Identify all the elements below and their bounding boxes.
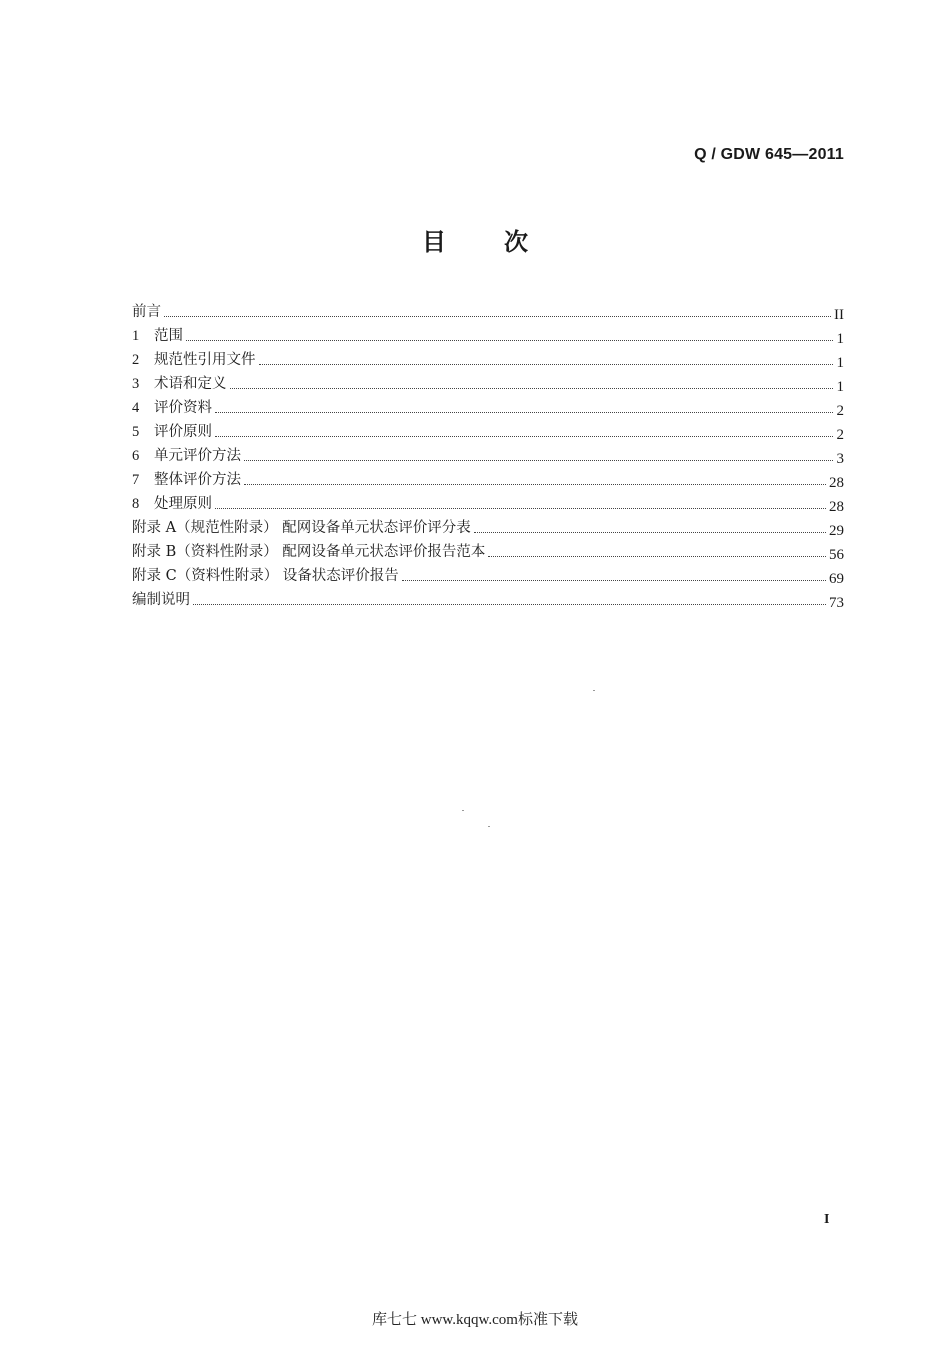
toc-entry-label: 单元评价方法 xyxy=(154,448,241,464)
toc-entry-number: 3 xyxy=(132,376,140,392)
toc-leader xyxy=(215,411,833,413)
standard-code: Q / GDW 645—2011 xyxy=(694,146,844,163)
scan-speck xyxy=(488,826,490,827)
toc-entry-label: 处理原则 xyxy=(154,496,212,512)
toc-entry-5[interactable] xyxy=(132,420,844,444)
toc-entry-appendix-a[interactable] xyxy=(132,516,844,540)
toc-entry-label: 附录 B（资料性附录） 配网设备单元状态评价报告范本 xyxy=(132,544,486,560)
toc-entry-appendix-b[interactable] xyxy=(132,540,844,564)
toc-entry-page: 29 xyxy=(829,523,844,539)
toc-leader xyxy=(215,507,826,509)
toc-entry-page: 56 xyxy=(829,547,844,563)
toc-entry-page: 73 xyxy=(829,595,844,611)
toc-entry-page: 28 xyxy=(829,499,844,515)
toc-entry-label: 范围 xyxy=(154,328,183,344)
toc-entry-page: 69 xyxy=(829,571,844,587)
toc-entry-number: 1 xyxy=(132,328,140,344)
toc-entry-page: II xyxy=(834,307,844,323)
toc-entry-page: 28 xyxy=(829,475,844,491)
toc-entry-page: 1 xyxy=(836,355,844,371)
table-of-contents xyxy=(132,300,844,612)
toc-entry-number: 4 xyxy=(132,400,140,416)
toc-leader xyxy=(164,315,831,317)
toc-entry-3[interactable] xyxy=(132,372,844,396)
toc-leader xyxy=(230,387,834,389)
toc-entry-label: 附录 C（资料性附录） 设备状态评价报告 xyxy=(132,568,399,584)
toc-entry-number: 8 xyxy=(132,496,140,512)
toc-entry-6[interactable] xyxy=(132,444,844,468)
toc-entry-page: 2 xyxy=(836,427,844,443)
toc-entry-page: 1 xyxy=(836,331,844,347)
toc-entry-number: 6 xyxy=(132,448,140,464)
toc-entry-page: 1 xyxy=(836,379,844,395)
toc-leader xyxy=(259,363,834,365)
toc-entry-label: 规范性引用文件 xyxy=(154,352,256,368)
toc-entry-label: 编制说明 xyxy=(132,592,190,608)
toc-entry-page: 3 xyxy=(836,451,844,467)
toc-entry-2[interactable] xyxy=(132,348,844,372)
toc-entry-compilation-notes[interactable] xyxy=(132,588,844,612)
toc-entry-number: 5 xyxy=(132,424,140,440)
toc-entry-number: 2 xyxy=(132,352,140,368)
toc-entry-page: 2 xyxy=(836,403,844,419)
toc-entry-preface[interactable] xyxy=(132,300,844,324)
toc-leader xyxy=(215,435,833,437)
toc-entry-label: 评价原则 xyxy=(154,424,212,440)
toc-entry-label: 术语和定义 xyxy=(154,376,227,392)
toc-entry-label: 整体评价方法 xyxy=(154,472,241,488)
toc-leader xyxy=(244,483,826,485)
toc-entry-label: 附录 A（规范性附录） 配网设备单元状态评价评分表 xyxy=(132,520,471,536)
page-title: 目次 xyxy=(422,228,586,256)
toc-leader xyxy=(488,555,826,557)
toc-leader xyxy=(244,459,833,461)
toc-entry-appendix-c[interactable] xyxy=(132,564,844,588)
footer-watermark: 库七七 www.kqqw.com标准下载 xyxy=(372,1312,578,1328)
toc-entry-label: 前言 xyxy=(132,304,161,320)
toc-entry-label: 评价资料 xyxy=(154,400,212,416)
toc-entry-number: 7 xyxy=(132,472,140,488)
toc-leader xyxy=(186,339,833,341)
toc-entry-7[interactable] xyxy=(132,468,844,492)
toc-leader xyxy=(474,531,826,533)
page-number: I xyxy=(824,1212,830,1227)
scan-speck xyxy=(593,690,595,691)
scan-speck xyxy=(462,810,464,811)
toc-entry-4[interactable] xyxy=(132,396,844,420)
toc-leader xyxy=(193,603,826,605)
toc-entry-1[interactable] xyxy=(132,324,844,348)
toc-entry-8[interactable] xyxy=(132,492,844,516)
toc-leader xyxy=(402,579,826,581)
